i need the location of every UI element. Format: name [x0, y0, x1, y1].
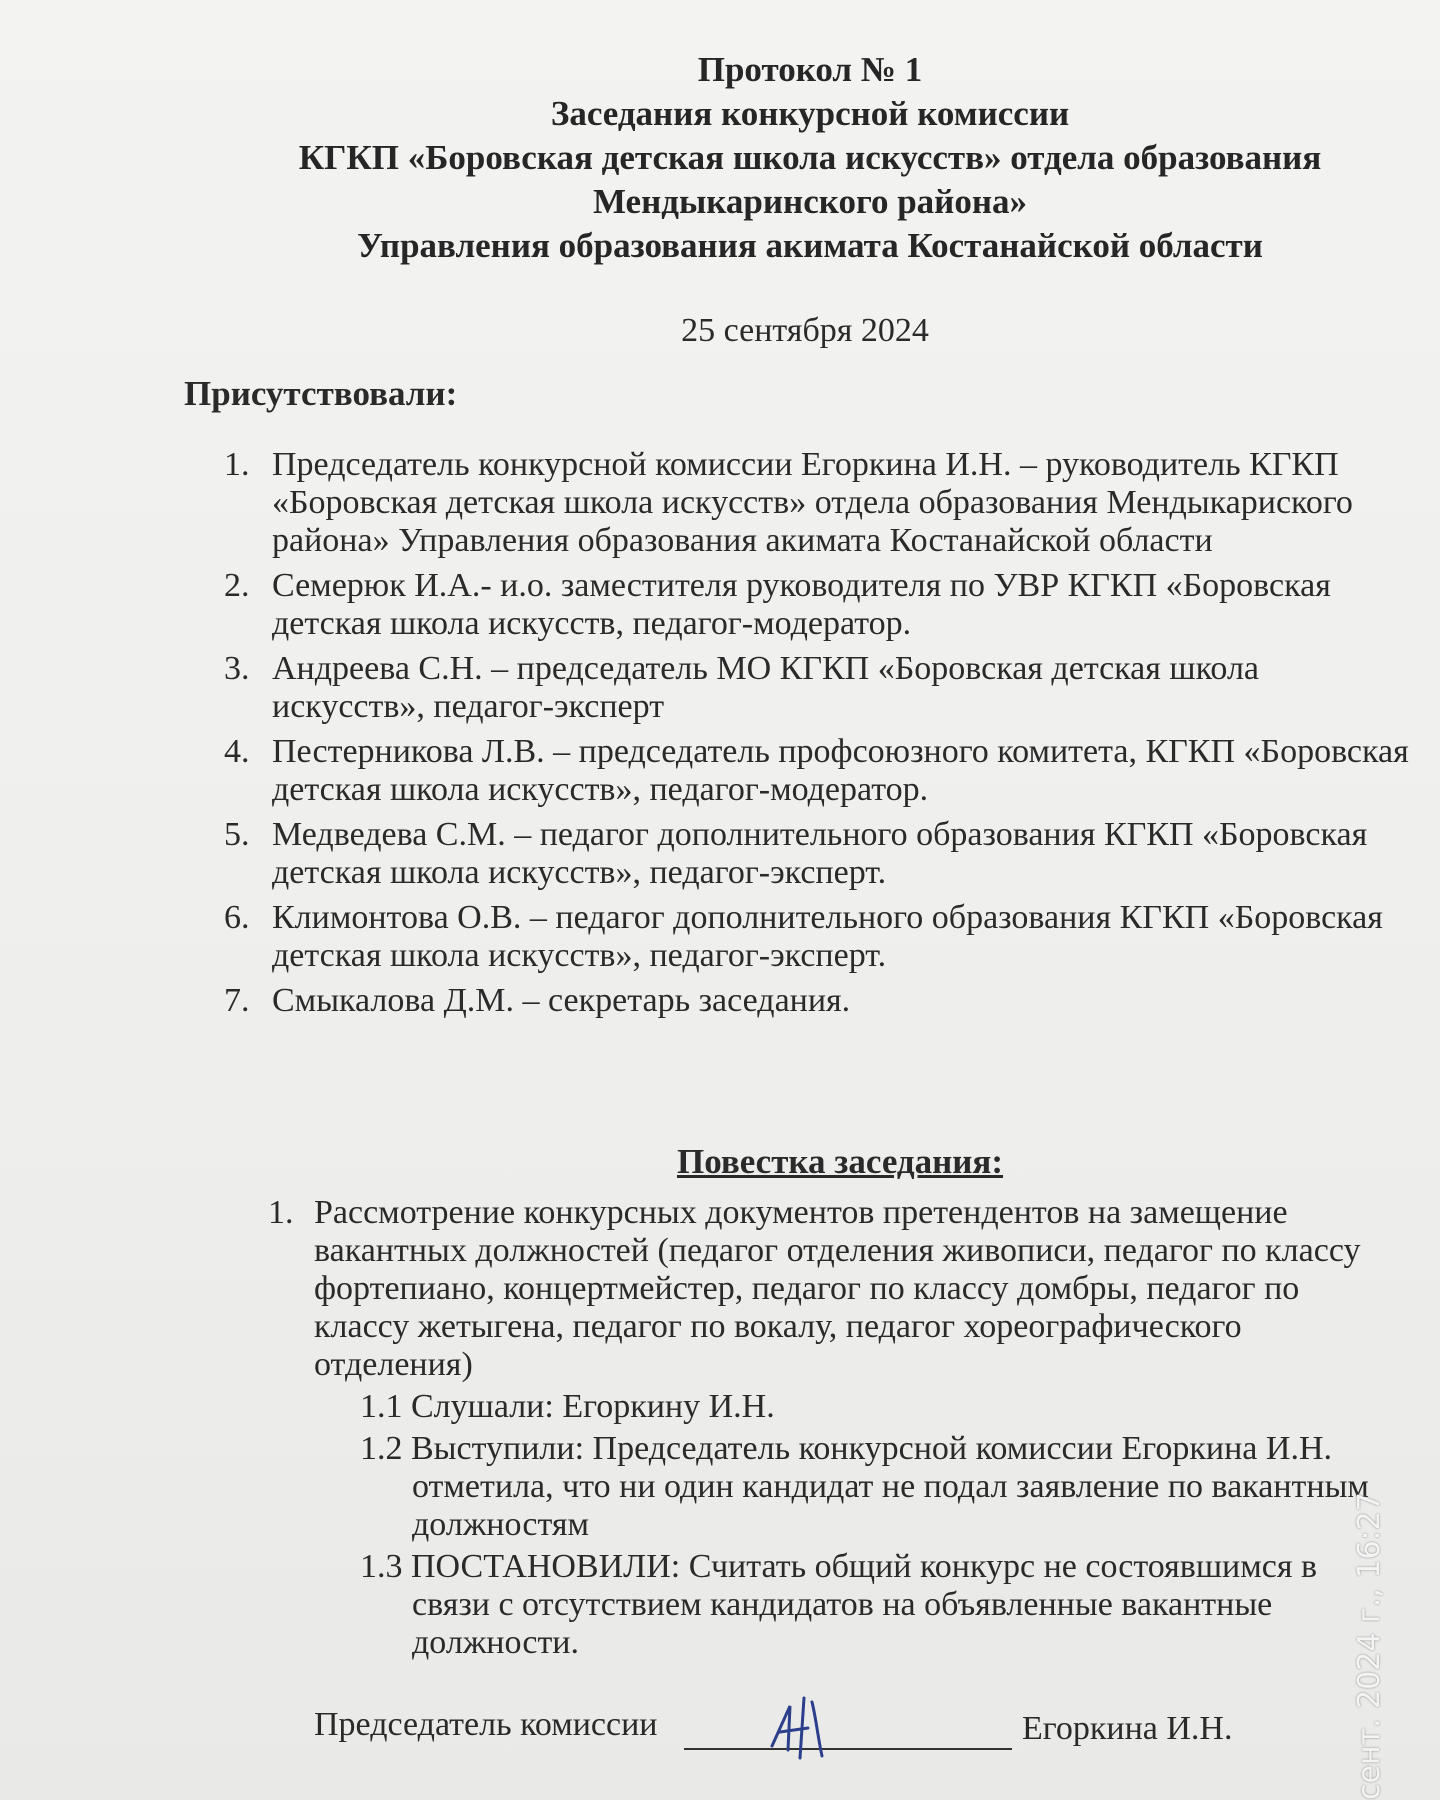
list-number: 2. [224, 567, 250, 604]
list-item [224, 816, 1420, 892]
list-item [224, 567, 1420, 643]
meeting-date: 25 сентября 2024 [681, 312, 929, 349]
member-text: Климонтова О.В. – педагог дополнительного образования КГКП «Боровская детская школа искусств», педагог-эксперт. [272, 899, 1383, 974]
list-number: 4. [224, 733, 250, 770]
list-item [224, 650, 1420, 726]
list-number: 5. [224, 816, 250, 853]
meeting-title: Заседания конкурсной комиссии [550, 94, 1070, 133]
organization-line: КГКП «Боровская детская школа искусств» отдела образования [298, 138, 1322, 177]
list-item [224, 982, 1420, 1020]
signature-label: Председатель комиссии [314, 1706, 658, 1743]
member-text: Председатель конкурсной комиссии Егоркина И.Н. – руководитель КГКП «Боровская детская школа искусств» отдела образования Мендыкариского района» Управления образования акимата Костанайской области [272, 446, 1353, 559]
list-number: 6. [224, 899, 250, 936]
member-text: Семерюк И.А.- и.о. заместителя руководителя по УВР КГКП «Боровская детская школа искусств, педагог-модератор. [272, 567, 1331, 642]
list-item [224, 733, 1420, 809]
protocol-number: Протокол № 1 [697, 50, 923, 89]
protocol-header [0, 48, 1440, 268]
agenda-heading: Повестка заседания: [676, 1142, 1004, 1181]
list-item [224, 899, 1420, 975]
list-number: 3. [224, 650, 250, 687]
agenda-sub-spoke: 1.2 Выступили: Председатель конкурсной комиссии Егоркина И.Н. отметила, что ни один кандидат не подал заявление по вакантным должностям [360, 1430, 1369, 1543]
signature-name: Егоркина И.Н. [1022, 1710, 1233, 1747]
agenda-item-text: Рассмотрение конкурсных документов претендентов на замещение вакантных должностей (педагог отделения живописи, педагог по классу фортепиано, концертмейстер, педагог по классу домбры, педагог по классу жетыгена, педагог по вокалу, педагог хореографического отделения) [314, 1194, 1361, 1383]
member-text: Пестерникова Л.В. – председатель профсоюзного комитета, КГКП «Боровская детская школа искусств», педагог-модератор. [272, 733, 1409, 808]
agenda-section [268, 1194, 1398, 1662]
list-number: 7. [224, 982, 250, 1019]
agenda-sub-heard: 1.1 Слушали: Егоркину И.Н. [360, 1388, 775, 1425]
agenda-number: 1. [268, 1194, 294, 1231]
member-text: Медведева С.М. – педагог дополнительного образования КГКП «Боровская детская школа искусств», педагог-эксперт. [272, 816, 1368, 891]
member-text: Смыкалова Д.М. – секретарь заседания. [272, 982, 851, 1019]
signature-mark-icon [760, 1688, 850, 1768]
agenda-sub-resolved: 1.3 ПОСТАНОВИЛИ: Считать общий конкурс не состоявшимся в связи с отсутствием кандидатов на объявленные вакантные должности. [360, 1548, 1318, 1661]
list-item [224, 446, 1420, 560]
photo-timestamp: сент. 2024 г., 16:27 [1352, 1492, 1387, 1800]
member-text: Андреева С.Н. – председатель МО КГКП «Боровская детская школа искусств», педагог-эксперт [272, 650, 1259, 725]
agenda-item [268, 1194, 1398, 1384]
district-line: Мендыкаринского района» [592, 182, 1028, 221]
department-line: Управления образования акимата Костанайской области [357, 226, 1263, 265]
members-list [224, 446, 1420, 1027]
list-number: 1. [224, 446, 250, 483]
present-heading: Присутствовали: [184, 374, 458, 413]
